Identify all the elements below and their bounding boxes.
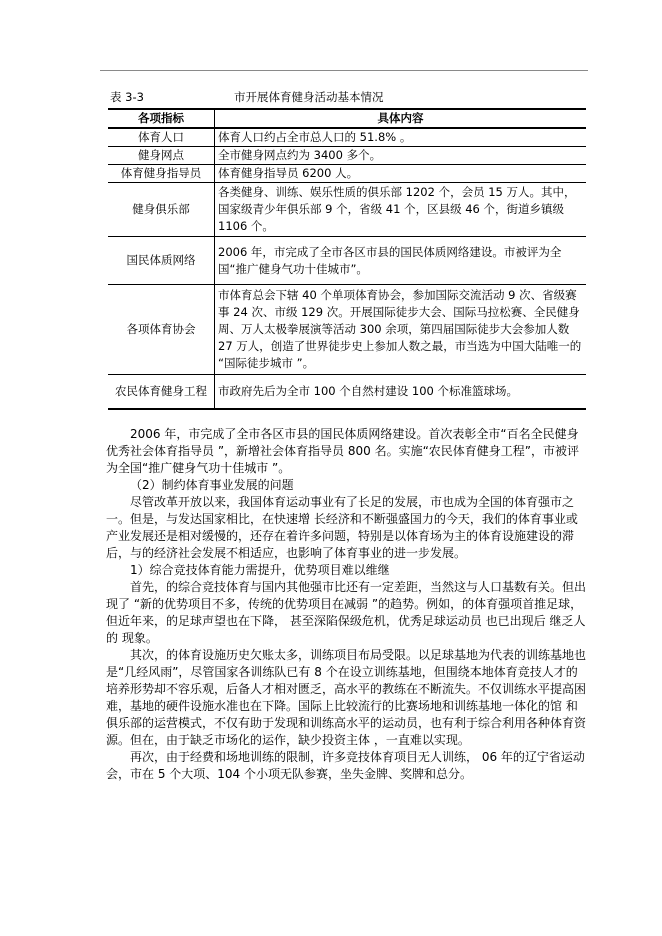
column-header-item: 各项指标 — [108, 109, 215, 128]
row-content: 市政府先后为全市 100 个自然村建设 100 个标准篮球场。 — [215, 375, 587, 409]
table-row — [108, 128, 586, 147]
header-rule — [100, 70, 588, 71]
subsection-heading: 1）综合竞技体育能力需提升，优势项目难以维继 — [130, 563, 390, 577]
row-item: 农民体育健身工程 — [108, 375, 215, 409]
fitness-activity-table — [108, 108, 586, 410]
row-content: 全市健身网点约为 3400 多个。 — [215, 147, 587, 165]
table-row — [108, 165, 586, 183]
table-row — [108, 183, 586, 237]
table-caption — [110, 89, 580, 105]
row-content: 2006 年，市完成了全市各区市县的国民体质网络建设。市被评为全国“推广健身气功十佳城市”。 — [215, 237, 587, 285]
body-text — [106, 426, 588, 783]
column-header-content: 具体内容 — [215, 109, 587, 128]
table-row — [108, 375, 586, 409]
row-content: 体育健身指导员 6200 人。 — [215, 165, 587, 183]
paragraph: 首先，的综合竞技体育与国内其他强市比还有一定差距，当然这与人口基数有关。但出现了 “新的优势项目不多，传统的优势项目在减弱 ”的趋势。例如，的体育强项首推足球，但近年来，的足球声望也在下降， 甚至深陷保级危机，优秀足球运动员 也已出现后 继乏人的 现象。 — [106, 580, 587, 645]
row-item: 体育人口 — [108, 128, 215, 147]
table-number: 表 3-3 — [110, 90, 144, 104]
table-header-row — [108, 109, 586, 128]
row-item: 健身俱乐部 — [108, 183, 215, 237]
row-content: 市体育总会下辖 40 个单项体育协会，参加国际交流活动 9 次、省级赛事 24 次、市级 129 次。开展国际徒步大会、国际马拉松赛、全民健身周、万人太极拳展演等活动 300 余项，第四届国际徒步大会参加人数 27 万人，创造了世界徒步史上参加人数之最，市当选为中国大陆唯一的 “国际徒步城市 ”。 — [215, 285, 587, 375]
table-title: 市开展体育健身活动基本情况 — [234, 90, 384, 104]
paragraph: 尽管改革开放以来，我国体育运动事业有了长足的发展，市也成为全国的体育强市之一。但是，与发达国家相比，在快速增 长经济和不断强盛国力的今天，我们的体育事业或产业发展还是相对缓慢的，还存在着许多问题，特别是以体育场为主的体育设施建设的滞后，与的经济社会发展不相适应，也影响了体育事业的进一步发展。 — [106, 495, 578, 560]
row-item: 国民体质网络 — [108, 237, 215, 285]
table-row — [108, 147, 586, 165]
table-row — [108, 285, 586, 375]
row-item: 各项体育协会 — [108, 285, 215, 375]
row-item: 健身网点 — [108, 147, 215, 165]
paragraph: 再次，由于经费和场地训练的限制，许多竞技体育项目无人训练， 06 年的辽宁省运动会，市在 5 个大项、104 个小项无队参赛，坐失金牌、奖牌和总分。 — [106, 750, 585, 781]
paragraph: 其次，的体育设施历史欠账太多，训练项目布局受限。以足球基地为代表的训练基地也是“几经风雨”，尽管国家各训练队已有 8 个在设立训练基地，但围绕本地体育竞技人才的培养形势却不容乐观，后备人才相对匮乏，高水平的教练在不断流失。不仅训练水平提高困难，基地的硬件设施水准也在下降。国际上比较流行的比赛场地和训练基地一体化的馆 和俱乐部的运营模式，不仅有助于发现和训练高水平的运动员，也有利于综合利用各种体育资源。但在，由于缺乏市场化的运作，缺少投资主体 ，一直难以实现。 — [106, 648, 587, 747]
row-item: 体育健身指导员 — [108, 165, 215, 183]
table-row — [108, 237, 586, 285]
paragraph: 2006 年，市完成了全市各区市县的国民体质网络建设。首次表彰全市“百名全民健身优秀社会体育指导员 ”，新增社会体育指导员 800 名。实施“农民体育健身工程”，市被评为全国“推广健身气功十佳城市 ”。 — [106, 427, 580, 475]
row-content: 各类健身、训练、娱乐性质的俱乐部 1202 个，会员 15 万人。其中，国家级青少年俱乐部 9 个，省级 41 个，区县级 46 个，街道乡镇级 1106 个。 — [215, 183, 587, 237]
row-content: 体育人口约占全市总人口的 51.8% 。 — [215, 128, 587, 147]
section-heading: （2）制约体育事业发展的问题 — [130, 478, 294, 492]
